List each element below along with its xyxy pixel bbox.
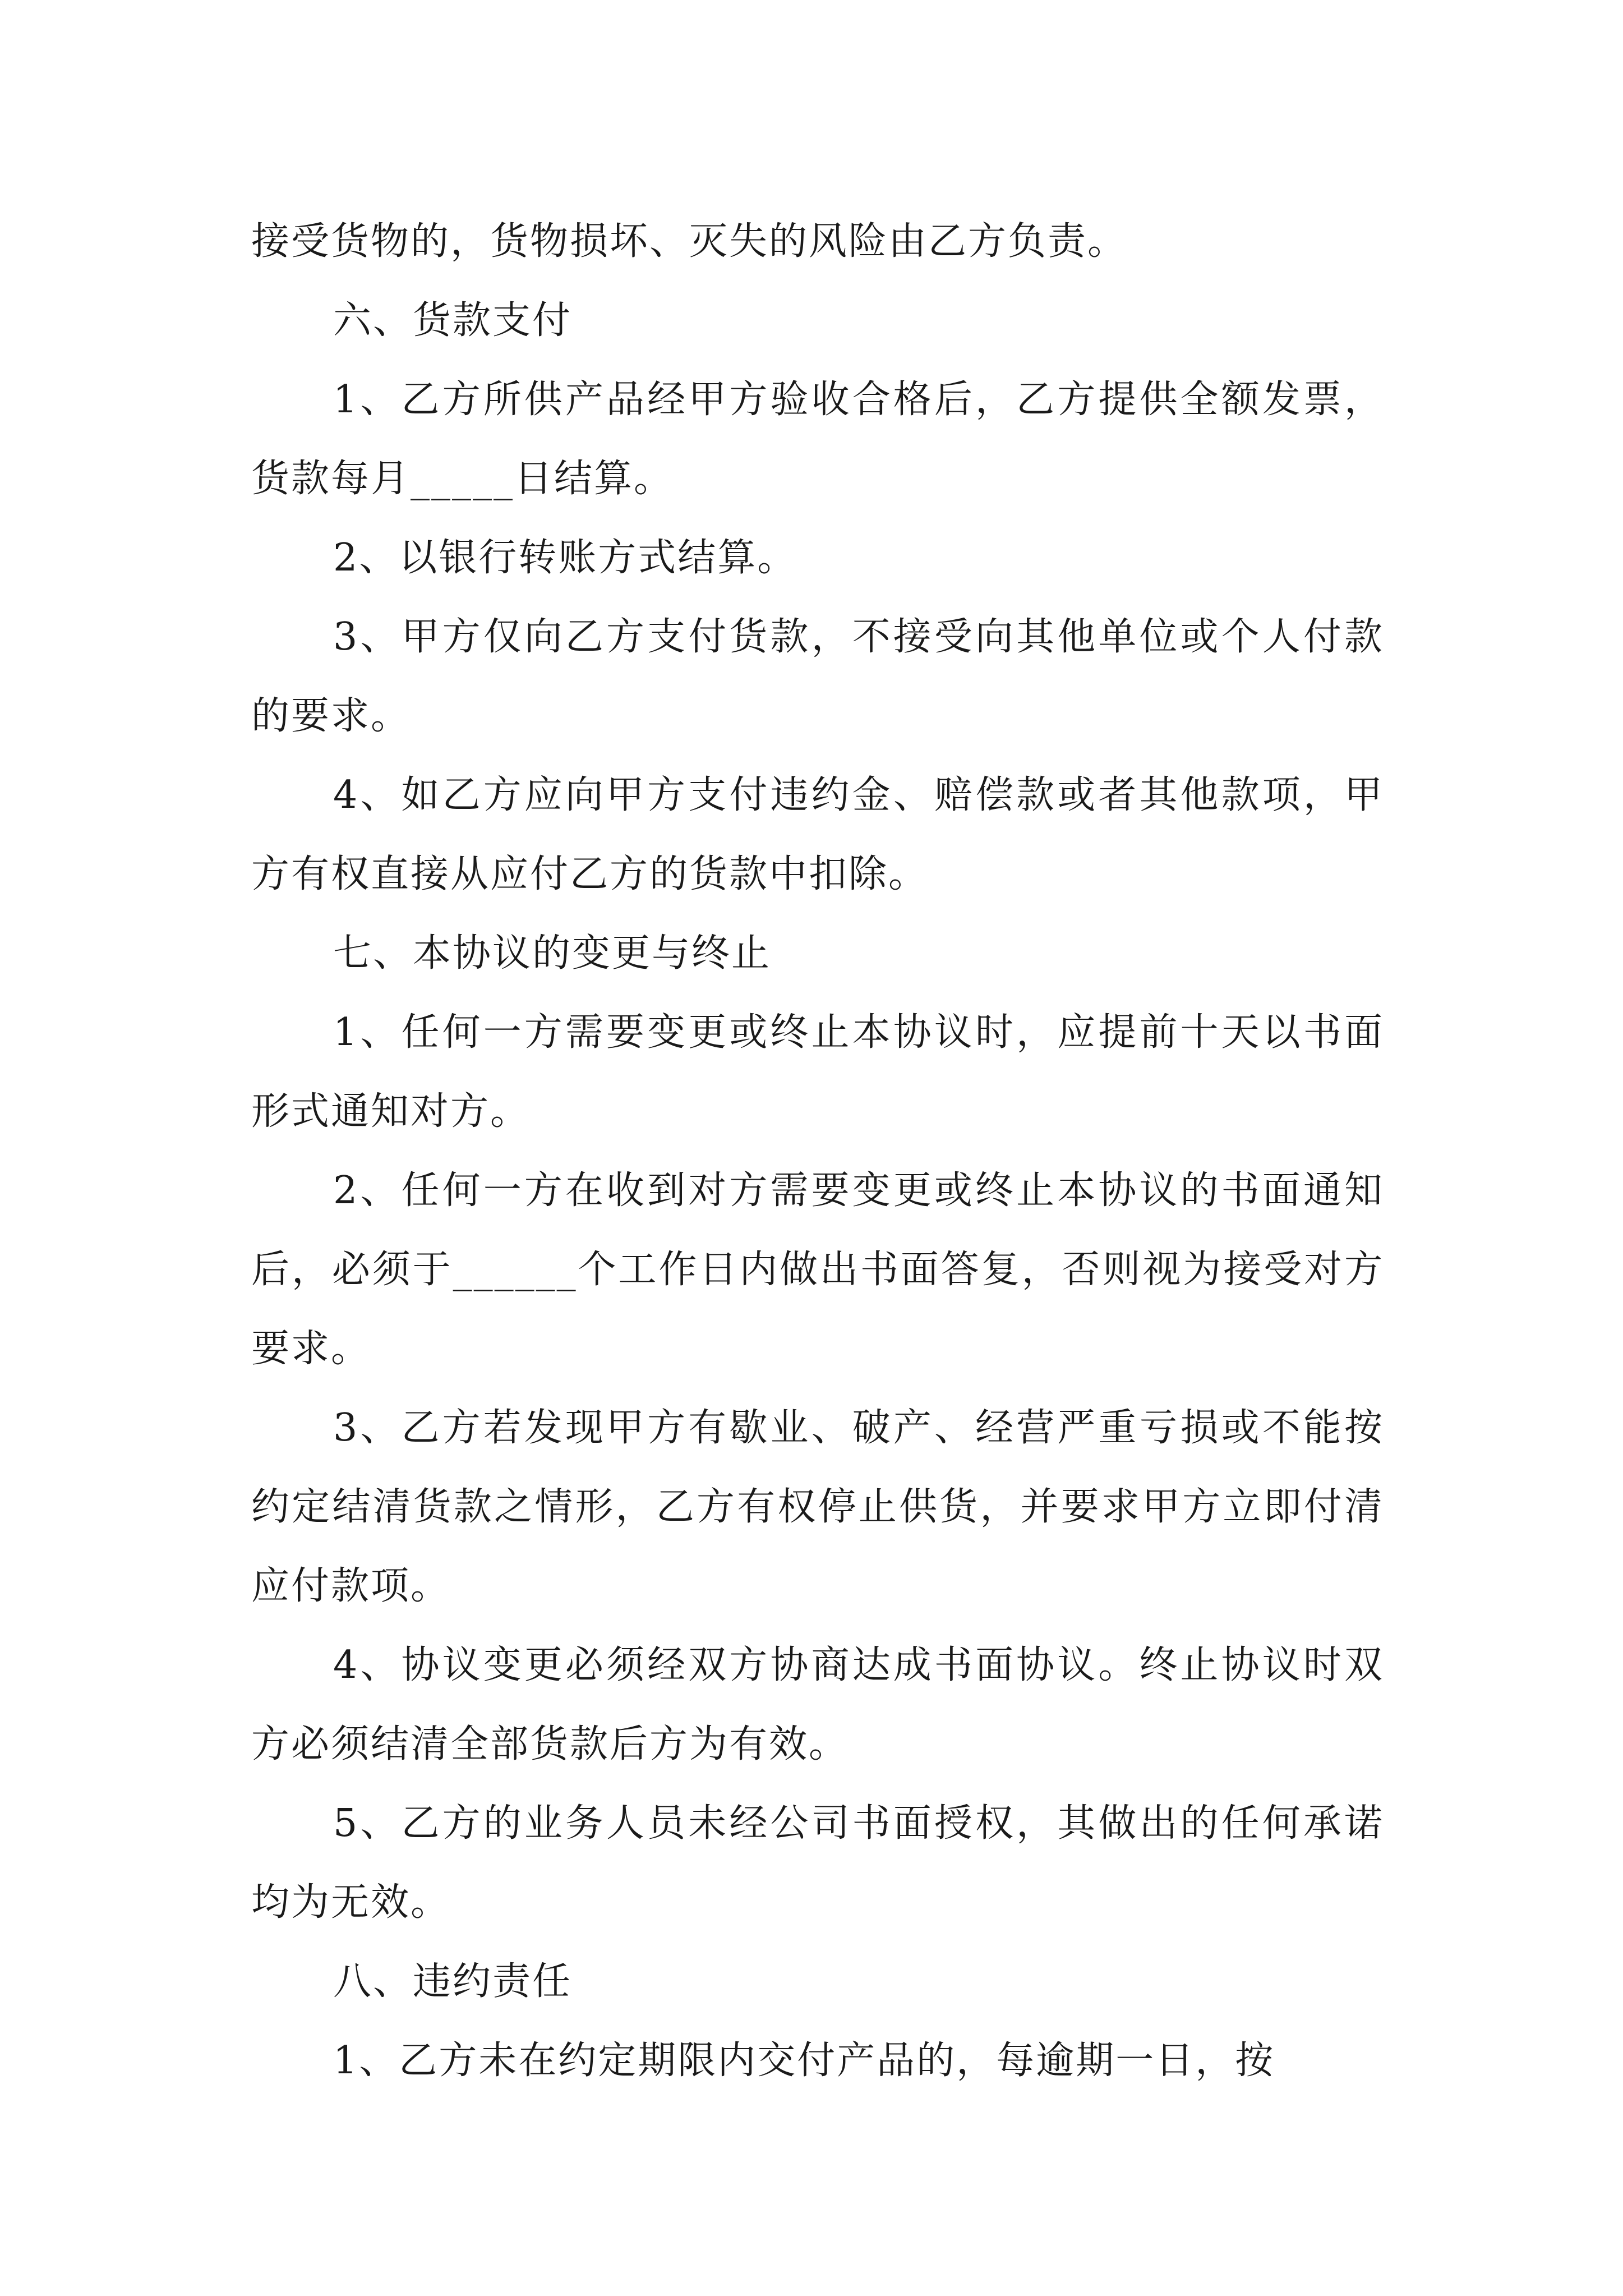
payment-clause-4: 4、如乙方应向甲方支付违约金、赔偿款或者其他款项，甲方有权直接从应付乙方的货款中扣除。 bbox=[251, 773, 1384, 896]
change-clause-3: 3、乙方若发现甲方有歇业、破产、经营严重亏损或不能按约定结清货款之情形，乙方有权停止供货，并要求甲方立即付清应付款项。 bbox=[251, 1406, 1384, 1608]
change-clause-5: 5、乙方的业务人员未经公司书面授权，其做出的任何承诺均为无效。 bbox=[251, 1801, 1384, 1925]
paragraph-continuation: 接受货物的，货物损坏、灭失的风险由乙方负责。 bbox=[251, 219, 1128, 264]
section-heading-change-termination: 七、本协议的变更与终止 bbox=[333, 931, 772, 976]
payment-clause-1: 1、乙方所供产品经甲方验收合格后，乙方提供全额发票，货款每月_____日结算。 bbox=[251, 378, 1384, 501]
section-heading-payment: 六、货款支付 bbox=[333, 298, 573, 343]
payment-clause-3: 3、甲方仅向乙方支付货款，不接受向其他单位或个人付款的要求。 bbox=[251, 615, 1384, 738]
liability-clause-1: 1、乙方未在约定期限内交付产品的，每逾期一日，按 bbox=[333, 2039, 1275, 2083]
payment-clause-2: 2、以银行转账方式结算。 bbox=[333, 536, 797, 580]
section-heading-liability: 八、违约责任 bbox=[333, 1959, 573, 2004]
change-clause-2: 2、任何一方在收到对方需要变更或终止本协议的书面通知后，必须于______个工作日内做出书面答复，否则视为接受对方要求。 bbox=[251, 1168, 1384, 1371]
document-body bbox=[251, 202, 1384, 2100]
change-clause-1: 1、任何一方需要变更或终止本协议时，应提前十天以书面形式通知对方。 bbox=[251, 1010, 1384, 1134]
change-clause-4: 4、协议变更必须经双方协商达成书面协议。终止协议时双方必须结清全部货款后方为有效。 bbox=[251, 1643, 1384, 1766]
